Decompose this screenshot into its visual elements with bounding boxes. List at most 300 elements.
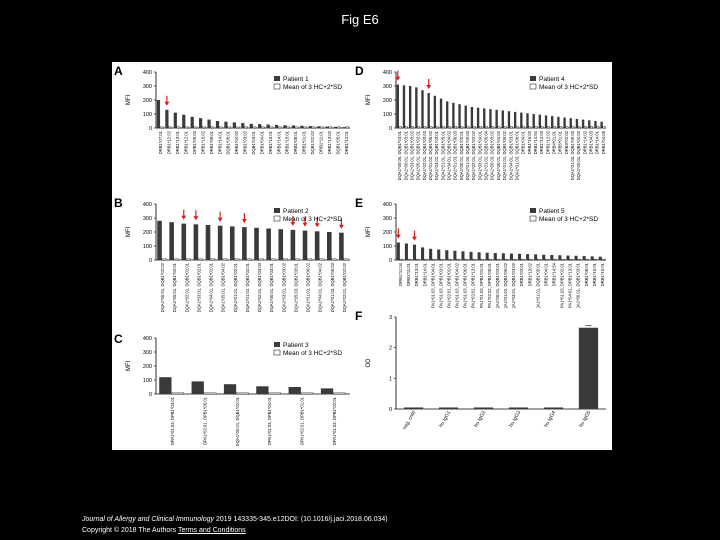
x-tick-label: DRB1*14:01 <box>422 263 428 287</box>
hc-bar <box>185 127 188 128</box>
patient-bar <box>534 254 537 260</box>
x-tick-label: DQA1*01:01, DQB1*02:01 <box>232 263 238 313</box>
legend-swatch-hc <box>274 350 280 355</box>
hc-bar <box>553 259 556 260</box>
legend-swatch-hc <box>530 84 536 89</box>
patient-bar <box>397 85 399 128</box>
arrow-head <box>426 85 431 89</box>
y-axis-label: MFI <box>126 360 132 372</box>
arrow-head <box>164 102 169 106</box>
x-tick-label: DRB1*13:01 <box>414 263 420 287</box>
patient-bar <box>445 250 448 260</box>
patient-bar <box>207 120 210 128</box>
x-tick-label: DQA1*01:02, DQB1*02:01 <box>244 263 250 313</box>
hc-bar <box>578 259 581 260</box>
patient-bar <box>258 124 261 128</box>
hc-bar <box>537 259 540 260</box>
patient-bar <box>446 101 448 128</box>
patient-bar <box>591 256 594 260</box>
x-tick-label: neg. cntrl <box>401 410 418 431</box>
x-tick-label: DQA1*06:01, DQB1*02:02 <box>160 263 166 313</box>
patient-bar <box>169 222 174 260</box>
patient-bar <box>315 231 320 260</box>
x-tick-label: DQA1*05:01, DQB1*04:02 <box>576 130 582 181</box>
patient-bar <box>514 112 516 128</box>
chart-panel-f <box>362 309 610 452</box>
patient-bar <box>542 255 545 260</box>
panel-letter: D <box>355 64 364 78</box>
y-tick-label: 0 <box>388 407 392 413</box>
x-tick-label: DQA1*02:01, DQB1*03:03 <box>421 131 427 181</box>
patient-bar <box>539 115 541 128</box>
hc-bar <box>417 127 419 128</box>
patient-bar <box>303 231 308 260</box>
x-tick-label: DRB1*13:02 <box>527 263 533 287</box>
x-tick-label: DQA1*05:01, DQB1*02:01 <box>234 397 240 447</box>
patient-bar <box>256 386 268 394</box>
y-tick-label: 0 <box>388 258 392 264</box>
hc-bar <box>319 259 324 260</box>
x-tick-label: DRB1*04:03 <box>588 131 594 155</box>
chart-panel-b <box>122 196 354 333</box>
od-bar <box>544 407 563 409</box>
x-tick-label: DQA1*04:01, DQB1*03:01 <box>508 131 514 181</box>
y-tick-label: 300 <box>382 84 392 90</box>
hc-bar <box>467 127 469 128</box>
citation-text: 2019 143335-345.e12DOI: (10.1016/j.jaci.2018.06.034) <box>214 516 388 523</box>
legend-label-patient: Patient 4 <box>539 76 565 83</box>
legend-label-patient: Patient 1 <box>283 76 309 83</box>
hc-bar <box>174 259 179 260</box>
hc-bar <box>489 259 492 260</box>
x-tick-label: DQA1*05:03, DQB1*03:02 <box>489 131 495 181</box>
x-tick-label: DRB1*14:54 <box>551 263 557 287</box>
patient-bar <box>477 108 479 128</box>
panel-letter: B <box>114 196 123 210</box>
hc-bar <box>399 127 401 128</box>
patient-bar <box>440 99 442 128</box>
x-tick-label: DQB1*06:01 <box>225 131 231 155</box>
chart-d-svg <box>362 64 610 194</box>
patient-bar <box>600 122 602 128</box>
hc-bar <box>456 259 459 260</box>
hc-bar <box>228 127 231 128</box>
x-tick-label: DRB1*08:01 <box>293 131 299 155</box>
citation-line <box>82 514 388 525</box>
patient-bar <box>242 227 247 260</box>
patient-bar <box>289 387 301 394</box>
x-tick-label: DRB3*02:02 <box>563 131 569 155</box>
patient-bar <box>157 221 162 260</box>
hc-bar <box>578 127 580 128</box>
hc-bar <box>473 127 475 128</box>
hc-bar <box>405 127 407 128</box>
hc-bar <box>521 259 524 260</box>
hc-bar <box>346 127 349 128</box>
patient-bar <box>397 243 400 261</box>
hc-bar <box>603 127 605 128</box>
hc-bar <box>572 127 574 128</box>
y-tick-label: 300 <box>142 350 152 356</box>
hc-bar <box>440 259 443 260</box>
patient-bar <box>478 252 481 260</box>
y-tick-label: 400 <box>142 336 152 342</box>
x-tick-label: DRB1*12:02 <box>545 131 551 155</box>
x-tick-label: DPA1*04:01, DPB1*13:01 <box>567 263 573 308</box>
hc-bar <box>504 127 506 128</box>
x-tick-label: DRB1*03:01 <box>519 263 525 287</box>
hc-bar <box>172 393 184 394</box>
chart-panel-e <box>362 196 610 313</box>
hc-bar <box>283 259 288 260</box>
hc-bar <box>594 259 597 260</box>
od-bar <box>579 328 598 409</box>
x-tick-label: DQB1*05:01 <box>335 131 341 155</box>
y-tick-label: 200 <box>382 98 392 104</box>
hc-bar <box>219 127 222 128</box>
hc-bar <box>186 259 191 260</box>
hc-bar <box>569 259 572 260</box>
patient-bar <box>465 106 467 128</box>
y-tick-label: 400 <box>142 202 152 208</box>
hc-bar <box>545 259 548 260</box>
patient-bar <box>165 110 168 128</box>
patient-bar <box>342 127 345 128</box>
patient-bar <box>421 247 424 260</box>
hc-bar <box>307 259 312 260</box>
hc-bar <box>269 393 281 394</box>
y-axis-label: MFI <box>366 94 372 106</box>
x-tick-label: DRB1*09:01 <box>208 131 214 155</box>
x-tick-label: DQA1*05:03, DQB1*03:01 <box>293 263 299 313</box>
hc-bar <box>211 127 214 128</box>
hc-bar <box>553 127 555 128</box>
hc-bar <box>510 127 512 128</box>
figure <box>112 62 612 450</box>
arrow-head <box>339 225 344 229</box>
terms-link[interactable]: Terms and Conditions <box>177 527 246 534</box>
patient-bar <box>241 123 244 128</box>
x-tick-label: DRB1*13:02 <box>326 131 332 155</box>
x-tick-label: DPA1*02:02, DPB1*05:01 <box>486 263 492 308</box>
hc-bar <box>312 127 315 128</box>
patient-bar <box>470 252 473 260</box>
patient-bar <box>182 115 185 128</box>
x-tick-label: DQA1*04:01, DQB1*02:01 <box>208 263 214 313</box>
panel-letter: A <box>114 64 123 78</box>
patient-bar <box>520 113 522 128</box>
copyright-line <box>82 525 388 536</box>
patient-bar <box>266 229 271 261</box>
x-tick-label: DQA1*02:01, DQB1*02:01 <box>184 263 190 313</box>
x-tick-label: DRB1*07:01 <box>158 131 164 155</box>
hc-bar <box>602 259 605 260</box>
hc-bar <box>586 259 589 260</box>
legend-label-hc: Mean of 3 HC+2*SD <box>539 216 599 223</box>
y-tick-label: 100 <box>382 244 392 250</box>
x-tick-label: DQA1*04:01, DQB1*04:02 <box>317 263 323 313</box>
patient-bar <box>508 111 510 128</box>
patient-bar <box>206 225 211 260</box>
hc-bar <box>270 127 273 128</box>
y-tick-label: 0 <box>148 392 152 398</box>
x-tick-label: DPA1*01:03, DPB1*02:01 <box>559 263 565 308</box>
hc-bar <box>498 127 500 128</box>
patient-bar <box>194 224 199 260</box>
x-tick-label: DQA1*01:01, DQB1*05:01 <box>440 131 446 181</box>
x-tick-label: DPA1*02:01, DPB1*01:01 <box>299 397 305 446</box>
x-tick-label: DQA1*03:01, DQB1*04:01 <box>477 131 483 181</box>
patient-bar <box>181 224 186 260</box>
y-tick-label: 400 <box>142 70 152 76</box>
x-tick-label: DQA1*03:01, DQB1*03:02 <box>281 263 287 313</box>
legend-swatch-hc <box>274 216 280 221</box>
x-tick-label: DQB1*02:02 <box>310 131 316 155</box>
x-tick-label: DRB1*04:01 <box>520 131 526 155</box>
patient-bar <box>327 232 332 260</box>
y-axis-label: MFI <box>126 94 132 106</box>
patient-bar <box>409 86 411 128</box>
x-tick-label: DQA1*05:01, DQB1*02:01 <box>458 131 464 181</box>
y-tick-label: 300 <box>142 216 152 222</box>
patient-bar <box>309 126 312 128</box>
patient-bar <box>486 253 489 260</box>
x-tick-label: DPA1*01:03, DPB1*03:01 <box>170 397 176 446</box>
patient-bar <box>216 121 219 128</box>
legend-swatch-patient <box>274 76 280 81</box>
y-tick-label: 100 <box>142 244 152 250</box>
patient-bar <box>526 254 529 260</box>
y-tick-label: 200 <box>382 230 392 236</box>
x-tick-label: DQA1*05:05, DQB1*03:01 <box>397 131 403 181</box>
hc-bar <box>408 259 411 260</box>
legend-swatch-patient <box>274 208 280 213</box>
x-tick-label: DQB1*03:01 <box>251 131 256 155</box>
hc-bar <box>295 259 300 260</box>
x-tick-label: DRB1*04:02 <box>234 131 240 155</box>
patient-bar <box>557 117 559 128</box>
x-tick-label: DQA1*02:01, DQB1*02:02 <box>341 263 347 313</box>
x-tick-label: DQA1*03:01, DQB1*02:01 <box>196 263 202 313</box>
hc-bar <box>278 127 281 128</box>
hc-bar <box>597 127 599 128</box>
hc-bar <box>584 127 586 128</box>
footer <box>82 514 388 536</box>
x-tick-label: DQA1*01:03, DQB1*06:03 <box>452 131 458 181</box>
patient-bar <box>405 243 408 260</box>
hc-bar <box>430 127 432 128</box>
hc-bar <box>547 127 549 128</box>
x-tick-label: DRB1*04:01 <box>259 131 265 155</box>
hc-bar <box>222 259 227 260</box>
x-tick-label: DRB1*01:01 <box>301 131 307 155</box>
hc-bar <box>485 127 487 128</box>
x-tick-label: DPB1*05:03 <box>191 131 197 155</box>
arrow-head <box>303 223 308 227</box>
hc-bar <box>236 393 248 394</box>
x-tick-label: DRB1*03:02 <box>242 131 248 155</box>
patient-bar <box>550 255 553 260</box>
patient-bar <box>278 229 283 260</box>
legend-swatch-hc <box>530 216 536 221</box>
x-tick-label: DQA1*01:02, DQB1*06:02 <box>503 263 509 308</box>
hc-bar <box>464 259 467 260</box>
patient-bar <box>566 256 569 260</box>
y-axis-label: OD <box>366 358 372 368</box>
patient-bar <box>191 117 194 128</box>
legend-label-patient: Patient 2 <box>283 208 309 215</box>
x-tick-label: DQA1*01:02, DQB1*06:02 <box>305 263 311 313</box>
x-tick-label: DRB1*15:01 <box>284 131 290 155</box>
patient-bar <box>224 122 227 128</box>
y-tick-label: 100 <box>382 112 392 118</box>
x-tick-label: DPA1*01:03, DPB1*01:01 <box>478 263 484 308</box>
patient-bar <box>570 118 572 128</box>
x-tick-label: DRB1*11:04 <box>398 263 404 286</box>
y-tick-label: 2 <box>388 345 392 352</box>
x-tick-label: DRB1*14:01 <box>217 131 223 155</box>
x-tick-label: DRB5*01:01 <box>557 131 563 155</box>
patient-bar <box>576 119 578 128</box>
hc-bar <box>261 127 264 128</box>
chart-panel-a <box>122 64 354 197</box>
patient-bar <box>300 126 303 128</box>
x-tick-label: DRB1*04:05 <box>600 130 606 155</box>
y-tick-label: 1 <box>388 376 392 383</box>
hc-bar <box>541 127 543 128</box>
x-tick-label: hu IgG3 <box>508 410 523 429</box>
x-tick-label: DQA1*05:01, DQB1*03:01 <box>415 131 421 181</box>
copyright-text: Copyright © 2018 The Authors <box>82 527 177 534</box>
patient-bar <box>192 381 204 394</box>
y-tick-label: 400 <box>382 70 392 76</box>
patient-bar <box>283 125 286 128</box>
hc-bar <box>332 259 337 260</box>
patient-bar <box>533 114 535 128</box>
patient-bar <box>518 254 521 260</box>
x-tick-label: DRB1*08:01 <box>583 263 589 287</box>
y-tick-label: 200 <box>142 364 152 370</box>
hc-bar <box>271 259 276 260</box>
legend-label-hc: Mean of 3 HC+2*SD <box>283 216 343 223</box>
x-tick-label: DQA1*01:02, DQB1*06:04 <box>483 131 489 181</box>
hc-bar <box>303 127 306 128</box>
x-tick-label: DQA1*02:01, DQB1*02:02 <box>471 131 477 181</box>
hc-bar <box>513 259 516 260</box>
x-tick-label: hu IgG1 <box>438 410 453 429</box>
y-tick-label: 300 <box>382 216 392 222</box>
arrow-head <box>396 235 401 239</box>
patient-bar <box>403 85 405 128</box>
hc-bar <box>235 259 240 260</box>
x-tick-label: DRB1*11:01 <box>406 263 412 286</box>
arrow-head <box>412 237 417 241</box>
hc-bar <box>590 127 592 128</box>
patient-bar <box>429 249 432 260</box>
legend-label-patient: Patient 3 <box>283 342 309 349</box>
x-tick-label: DQA1*05:01, DQB1*03:01 <box>494 263 500 308</box>
hc-bar <box>411 127 413 128</box>
chart-b-svg <box>122 196 354 328</box>
patient-bar <box>545 115 547 128</box>
chart-panel-c <box>122 330 354 453</box>
patient-bar <box>415 87 417 128</box>
hc-bar <box>529 127 531 128</box>
patient-bar <box>471 107 473 128</box>
hc-bar <box>162 259 167 260</box>
hc-bar <box>210 259 215 260</box>
x-tick-label: hu IgG2 <box>473 410 488 429</box>
hc-bar <box>301 393 313 394</box>
patient-bar <box>461 251 464 260</box>
hc-bar <box>400 259 403 260</box>
hc-bar <box>436 127 438 128</box>
hc-bar <box>560 127 562 128</box>
patient-bar <box>563 118 565 129</box>
legend-label-patient: Patient 5 <box>539 208 565 215</box>
hc-bar <box>160 127 163 128</box>
x-tick-label: DPA1*01:03, DPB1*04:02 <box>454 263 460 308</box>
hc-bar <box>253 127 256 128</box>
hc-bar <box>287 127 290 128</box>
patient-bar <box>326 127 329 128</box>
x-tick-label: DRB1*14:01 <box>594 131 600 155</box>
hc-bar <box>247 259 252 260</box>
x-tick-label: DRB1*12:01 <box>183 131 189 155</box>
x-tick-label: DRB1*10:02 <box>200 131 206 155</box>
hc-bar <box>505 259 508 260</box>
hc-bar <box>244 127 247 128</box>
patient-bar <box>452 103 454 128</box>
patient-bar <box>575 256 578 260</box>
hc-bar <box>416 259 419 260</box>
x-tick-label: DQA1*05:01, DQB1*04:02 <box>220 263 226 313</box>
y-tick-label: 0 <box>388 126 392 132</box>
patient-bar <box>453 251 456 260</box>
arrow-head <box>181 216 186 220</box>
x-tick-label: DQA1*02:01, DQB1*03:03 <box>257 263 263 313</box>
y-tick-label: 400 <box>382 202 392 208</box>
patient-bar <box>502 253 505 260</box>
od-bar <box>404 407 423 409</box>
hc-bar <box>497 259 500 260</box>
patient-bar <box>458 104 460 128</box>
x-tick-label: DPA1*01:03, DPB1*04:01 <box>430 263 436 308</box>
patient-bar <box>428 93 430 128</box>
hc-bar <box>333 393 345 394</box>
x-tick-label: hu IgG4 <box>543 410 558 429</box>
hc-bar <box>194 127 197 128</box>
hc-bar <box>177 127 180 128</box>
x-tick-label: DQA1*06:01, DQB1*03:01 <box>269 263 275 313</box>
x-tick-label: DRB1*12:01 <box>343 131 349 155</box>
chart-panel-d <box>362 64 610 199</box>
patient-bar <box>291 230 296 260</box>
x-tick-label: DRB1*15:01 <box>599 263 605 287</box>
patient-bar <box>551 116 553 128</box>
x-tick-label: DQA1*01:03, DQB1*06:03 <box>329 263 335 313</box>
hc-bar <box>202 127 205 128</box>
x-tick-label: DRB1*14:54 <box>532 131 538 155</box>
x-tick-label: DRB1*16:01 <box>267 131 273 155</box>
patient-bar <box>582 120 584 128</box>
hc-bar <box>566 127 568 128</box>
y-tick-label: 200 <box>142 98 152 104</box>
hc-bar <box>329 127 332 128</box>
legend-swatch-hc <box>274 84 280 89</box>
patient-bar <box>250 124 253 128</box>
x-tick-label: DQA1*06:01, DQB1*03:01 <box>403 131 409 181</box>
